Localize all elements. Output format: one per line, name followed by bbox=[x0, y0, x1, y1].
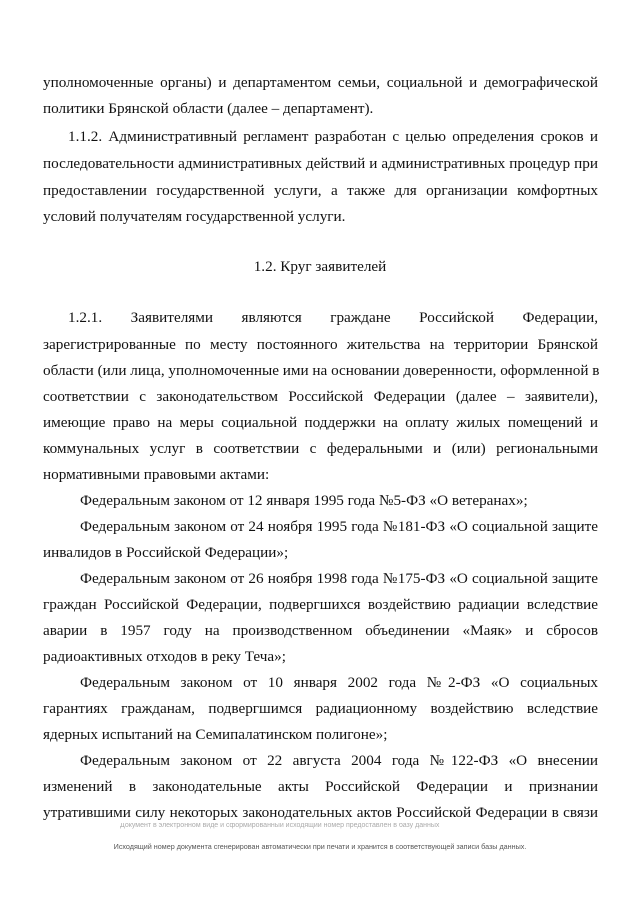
text-line: 1.1.2. Административный регламент разработан с целью определения сроков и bbox=[68, 128, 598, 145]
text-line: ядерных испытаний на Семипалатинском полигоне»; bbox=[43, 726, 388, 743]
text-line: граждан Российской Федерации, подвергшихся воздействию радиации вследствие bbox=[43, 596, 598, 613]
text-line: Федеральным законом от 12 января 1995 года №5-ФЗ «О ветеранах»; bbox=[80, 492, 528, 509]
text-line: нормативными правовыми актами: bbox=[43, 466, 270, 483]
text-line: соответствии с законодательством Российской Федерации (далее – заявители), bbox=[43, 388, 598, 405]
text-line: зарегистрированные по месту постоянного жительства на территории Брянской bbox=[43, 336, 598, 353]
text-line: коммунальных услуг в соответствии с федеральными и (или) региональными bbox=[43, 440, 598, 457]
text-line: радиоактивных отходов в реку Теча»; bbox=[43, 648, 286, 665]
text-line: Федеральным законом от 10 января 2002 года №2-ФЗ «О социальных bbox=[80, 674, 598, 691]
text-line: Федеральным законом от 22 августа 2004 года №122-ФЗ «О внесении bbox=[80, 752, 598, 769]
text-line: гарантиях гражданам, подвергшимся радиационному воздействию вследствие bbox=[43, 700, 598, 717]
text-line: Федеральным законом от 26 ноября 1998 года №175-ФЗ «О социальной защите bbox=[80, 570, 598, 587]
document-footer: Исходящий номер документа сгенерирован автоматически при печати и хранится в соответствующей записи базы данных. bbox=[113, 842, 527, 851]
text-line: Федеральным законом от 24 ноября 1995 года №181-ФЗ «О социальной защите bbox=[80, 518, 598, 535]
text-line: имеющие право на меры социальной поддержки на оплату жилых помещений и bbox=[43, 414, 598, 431]
text-line: изменений в законодательные акты Российской Федерации и признании bbox=[43, 778, 598, 795]
section-heading: 1.2. Круг заявителей bbox=[253, 258, 387, 275]
text-line: политики Брянской области (далее – департамент). bbox=[43, 100, 374, 117]
text-line: условий получателям государственной услуги. bbox=[43, 208, 346, 225]
text-line: области (или лица, уполномоченные ими на основании доверенности, оформленной в bbox=[43, 362, 600, 379]
text-line: предоставлении государственной услуги, а также для организации комфортных bbox=[43, 182, 598, 199]
text-line: аварии в 1957 году на производственном объединении «Маяк» и сбросов bbox=[43, 622, 598, 639]
text-line: утратившими силу некоторых законодательных актов Российской Федерации в связи bbox=[43, 804, 598, 821]
text-line: последовательности административных действий и административных процедур при bbox=[43, 155, 598, 172]
text-line: 1.2.1. Заявителями являются граждане Российской Федерации, bbox=[68, 309, 598, 326]
text-line: инвалидов в Российской Федерации»; bbox=[43, 544, 289, 561]
cut-off-footer-line: Документ в электронном виде и сформированный исходящий номер предоставлен в базу данных bbox=[120, 823, 440, 829]
text-line: уполномоченные органы) и департаментом семьи, социальной и демографической bbox=[43, 74, 598, 91]
